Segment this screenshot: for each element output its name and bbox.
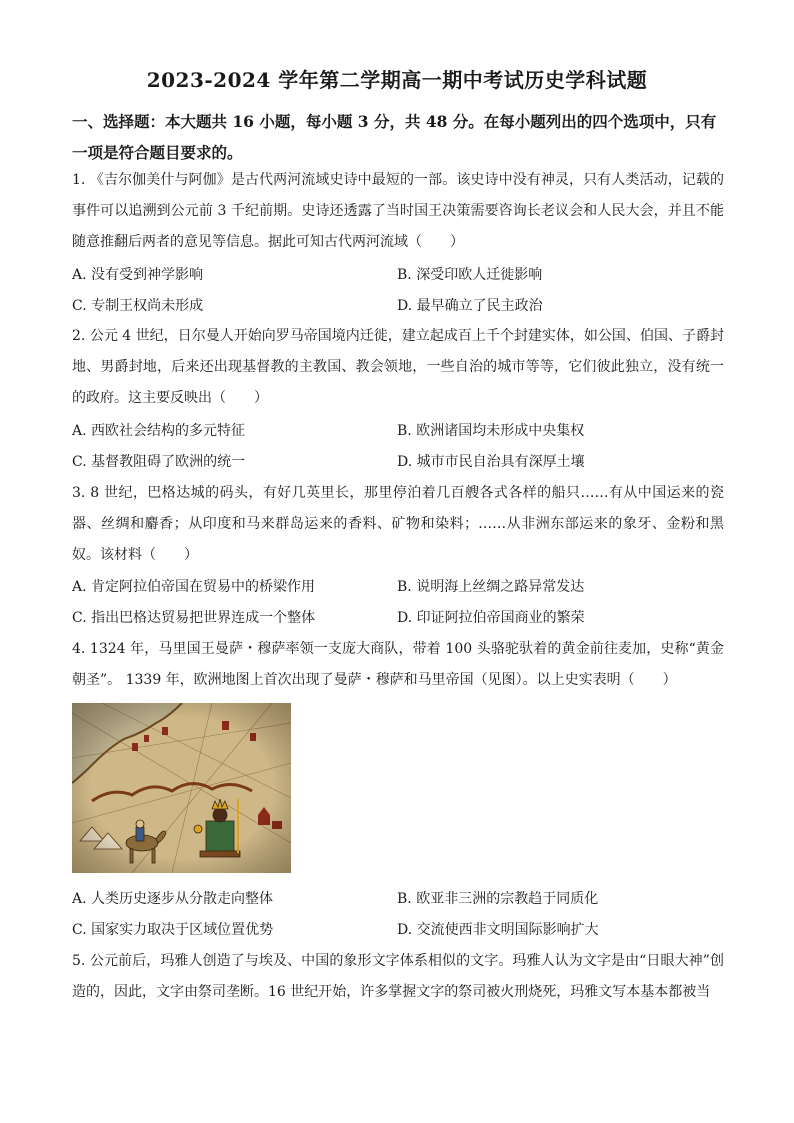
question-2-option-a: A. 西欧社会结构的多元特征 [72,423,246,439]
question-2-option-c: C. 基督教阻碍了欧洲的统一 [72,454,246,470]
question-3-stem: 3. 8 世纪，巴格达城的码头，有好几英里长，那里停泊着几百艘各式各样的船只……有从中国运来的瓷器、丝绸和麝香；从印度和马来群岛运来的香料、矿物和染料；……从非洲东部运来的象牙、金粉和黑奴。该材料（ ） [72,485,724,563]
question-3-option-b: B. 说明海上丝绸之路异常发达 [397,579,585,595]
question-1-option-a: A. 没有受到神学影响 [72,267,204,283]
question-5-stem: 5. 公元前后，玛雅人创造了与埃及、中国的象形文字体系相似的文字。玛雅人认为文字是由“日眼大神”创造的，因此，文字由祭司垄断。16 世纪开始，许多掌握文字的祭司被火刑烧死，玛雅文写本基本都被当 [72,953,724,1000]
question-1-option-c: C. 专制王权尚未形成 [72,298,204,314]
question-1-option-b: B. 深受印欧人迁徙影响 [397,267,543,283]
question-4-stem: 4. 1324 年，马里国王曼萨・穆萨率领一支庞大商队，带着 100 头骆驼驮着的黄金前往麦加，史称“黄金朝圣”。 1339 年，欧洲地图上首次出现了曼萨・穆萨和马里帝国（见图）。以上史实表明（ ） [72,641,724,688]
catalan-atlas-map-image [72,703,291,873]
question-3-option-c: C. 指出巴格达贸易把世界连成一个整体 [72,610,316,626]
question-2-option-b: B. 欧洲诸国均未形成中央集权 [397,423,585,439]
question-1-stem: 1. 《吉尔伽美什与阿伽》是古代两河流域史诗中最短的一部。该史诗中没有神灵，只有人类活动，记载的事件可以追溯到公元前 3 千纪前期。史诗还透露了当时国王决策需要咨询长老议会和人民大会，并且不能随意推翻后两者的意见等信息。据此可知古代两河流域（ ） [72,172,724,250]
question-1-option-d: D. 最早确立了民主政治 [397,298,543,314]
question-3-option-d: D. 印证阿拉伯帝国商业的繁荣 [397,610,585,626]
question-4-option-d: D. 交流使西非文明国际影响扩大 [397,922,599,938]
page-title: 2023-2024 学年第二学期高一期中考试历史学科试题 [146,68,648,92]
question-4-option-b: B. 欧亚非三洲的宗教趋于同质化 [397,891,599,907]
question-4-option-a: A. 人类历史逐步从分散走向整体 [72,891,274,907]
question-4-option-c: C. 国家实力取决于区域位置优势 [72,922,274,938]
question-3-option-a: A. 肯定阿拉伯帝国在贸易中的桥梁作用 [72,579,316,595]
section-heading: 一、选择题：本大题共 16 小题，每小题 3 分，共 48 分。在每小题列出的四个选项中，只有一项是符合题目要求的。 [72,112,717,162]
question-2-option-d: D. 城市市民自治具有深厚土壤 [397,454,585,470]
question-2-stem: 2. 公元 4 世纪，日尔曼人开始向罗马帝国境内迁徙，建立起成百上千个封建实体，如公国、伯国、子爵封地、男爵封地，后来还出现基督教的主教国、教会领地，一些自治的城市等等，它们彼此独立，没有统一的政府。这主要反映出（ ） [72,328,724,406]
